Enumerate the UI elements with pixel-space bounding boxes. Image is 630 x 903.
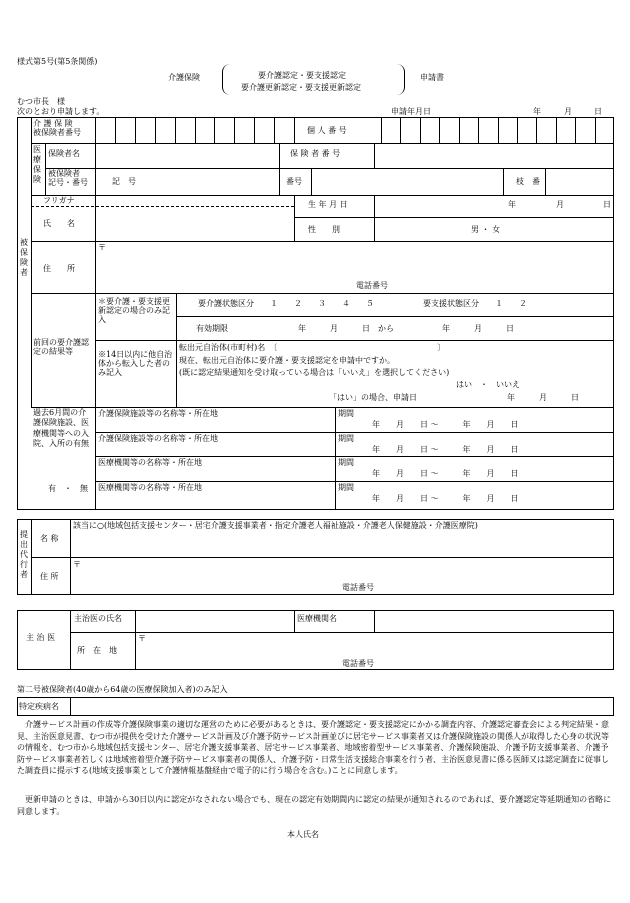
jusho-label: 住 所 xyxy=(43,264,75,273)
shujii-name-label: 主治医の氏名 xyxy=(74,614,122,623)
addressee: むつ市長 様 xyxy=(17,97,65,106)
birth-month: 月 xyxy=(556,200,564,209)
shujii-shozaichi-label: 所 在 地 xyxy=(77,646,117,655)
nyusho-row-label: 医療機関等の名称等・所在地 xyxy=(98,483,202,492)
shujii-postal: 〒 xyxy=(138,634,146,643)
shinsei-chu-note: (既に認定結果通知を受け取っている場合は「いいえ」を選択してください) xyxy=(179,368,450,377)
hihokensha-kigo-label: 被保険者 記号・番号 xyxy=(48,169,88,188)
hai-iie-options: はい ・ いいえ xyxy=(456,380,520,389)
title-line-1: 要介護認定・要支援認定 xyxy=(258,71,346,80)
nyusho-row-dates: 年 月 日 〜 年 月 日 xyxy=(372,420,519,429)
hokensha-mei-label: 保険者名 xyxy=(48,149,80,158)
date-month: 月 xyxy=(564,107,572,116)
hokensha-bango-label: 保 険 者 番 号 xyxy=(290,149,341,158)
kojin-bango-label: 個 人 番 号 xyxy=(307,126,347,135)
nyusho-umu: 有 ・ 無 xyxy=(48,484,88,493)
postal-mark: 〒 xyxy=(98,243,106,252)
birth-year: 年 xyxy=(508,200,516,209)
edaban-label: 枝 番 xyxy=(516,177,540,186)
dai2go-heading: 第二号被保険者(40歳から64歳の医療保険加入者)のみ記入 xyxy=(17,685,228,694)
nyusho-row-kikan: 期間 xyxy=(338,458,354,467)
zenkai-note-1: ＊要介護・要支援更新認定の場合のみ記入 xyxy=(98,297,170,325)
iryo-kikan-label: 医療機関名 xyxy=(297,614,337,623)
nyusho-row-dates: 年 月 日 〜 年 月 日 xyxy=(372,469,519,478)
teishutsu-side-label: 提出代行者 xyxy=(20,530,28,579)
teishutsu-jusho-label: 住 所 xyxy=(40,572,59,581)
nyusho-label: 過去6月間の介護保険施設、医療機関等への入院、入所の有無 xyxy=(33,408,89,449)
nyusho-row-dates: 年 月 日 〜 年 月 日 xyxy=(372,494,519,503)
yuko-kigen-dates: 年 月 日 から 年 月 日 xyxy=(298,324,514,333)
shujii-tel: 電話番号 xyxy=(342,659,374,668)
kaigo-hoken-label: 介護保険 xyxy=(168,73,200,82)
nyusho-row-kikan: 期間 xyxy=(338,409,354,418)
tenshutsu-line: 転出元自治体(市町村)名 〔 〕 xyxy=(179,343,446,352)
nyusho-row-kikan: 期間 xyxy=(338,434,354,443)
seinengappi-label: 生 年 月 日 xyxy=(308,200,348,209)
nyusho-row-label: 介護保険施設等の名称等・所在地 xyxy=(98,409,218,418)
yoshien-kubun: 要支援状態区分 １ ２ xyxy=(423,299,527,308)
yokaigo-kubun: 要介護状態区分 １ ２ ３ ４ ５ xyxy=(198,299,374,308)
insured-side-label: 被保険者 xyxy=(20,238,28,277)
iryo-hoken-side-label: 医療保険 xyxy=(33,145,41,184)
nyusho-row-label: 介護保険施設等の名称等・所在地 xyxy=(98,434,218,443)
yuko-kigen-label: 有効期限 xyxy=(196,324,228,333)
tel-label: 電話番号 xyxy=(356,281,388,290)
shimei-label: 氏 名 xyxy=(43,219,75,228)
shinsei-chu-question: 現在、転出元自治体に要介護・要支援認定を申請中ですか。 xyxy=(179,356,395,365)
furigana-label: フリガナ xyxy=(43,196,75,205)
zenkai-label: 前回の要介護認定の結果等 xyxy=(33,338,89,357)
hai-shinseibi-date: 年 月 日 xyxy=(507,393,579,402)
intro-text: 次のとおり申請します。 xyxy=(17,107,105,116)
seibetsu-label: 性 別 xyxy=(308,225,340,234)
teishutsu-meisho-label: 名 称 xyxy=(40,534,59,543)
signature-label: 本人氏名 xyxy=(287,830,319,839)
nyusho-row-label: 医療機関等の名称等・所在地 xyxy=(98,458,202,467)
date-year: 年 xyxy=(533,107,541,116)
nyusho-row-kikan: 期間 xyxy=(338,483,354,492)
bango-label: 番号 xyxy=(286,177,302,186)
date-day: 日 xyxy=(594,107,602,116)
zenkai-note-2: ※14日以内に他自治体から転入した者のみ記入 xyxy=(98,350,173,378)
nyusho-row-dates: 年 月 日 〜 年 月 日 xyxy=(372,445,519,454)
birth-day: 日 xyxy=(603,200,611,209)
tokutei-table xyxy=(17,697,614,716)
teishutsu-postal: 〒 xyxy=(73,560,81,569)
gender-options: 男 ・ 女 xyxy=(471,225,501,234)
consent-paragraph-1: 介護サービス計画の作成等介護保険事業の適切な運営のために必要があるときは、要介護認定・要支援認定にかかる調査内容、介護認定審査会による判定結果・意見、主治医意見書、むつ市が提供を受けた介護サービス計画及び介護予防サービス計画並びに居宅サービス事業者又は介護保険施設の関係人が取得した心身の状況等の情報を、むつ市から地域包括支援センター、居宅介護支援事業者、居宅サービス事業者、地域密着型サービス事業者、介護保険施設、介護予防支援事業者、介護予防サービス事業者若しくは地域密着型介護予防サービス事業者の関係人、介護予防・日常生活支援総合事業を行う者、主治医意見書に係る医師又は認定調査に従事した調査員に提示する(地域支援事業として介護情報基盤経由で電子的に行う場合を含む。)ことに同意します。 xyxy=(17,720,609,776)
teishutsu-gaito: 該当に○(地域包括支援センター・居宅介護支援事業者・指定介護老人福祉施設・介護老人保健施設・介護医療院) xyxy=(73,521,478,530)
shinseisho-label: 申請書 xyxy=(420,73,444,82)
form-number: 様式第5号(第5条関係) xyxy=(17,57,98,66)
teishutsu-tel: 電話番号 xyxy=(342,583,374,592)
tokutei-label: 特定疾病名 xyxy=(19,702,59,711)
consent-paragraph-2: 更新申請のときは、申請から30日以内に認定がなされない場合でも、現在の認定有効期間内に認定の結果が通知されるのであれば、要介護認定等延期通知の省略に同意します。 xyxy=(17,795,612,816)
insured-number-label: 介 護 保 険 被保険者番号 xyxy=(33,119,81,138)
shujii-label: 主 治 医 xyxy=(26,633,56,642)
application-date-label: 申請年月日 xyxy=(391,107,431,116)
title-line-2: 要介護更新認定・要支援更新認定 xyxy=(241,83,361,92)
hai-shinseibi-label: 「はい」の場合、申請日 xyxy=(329,393,417,402)
kigo-label: 記 号 xyxy=(112,177,136,186)
